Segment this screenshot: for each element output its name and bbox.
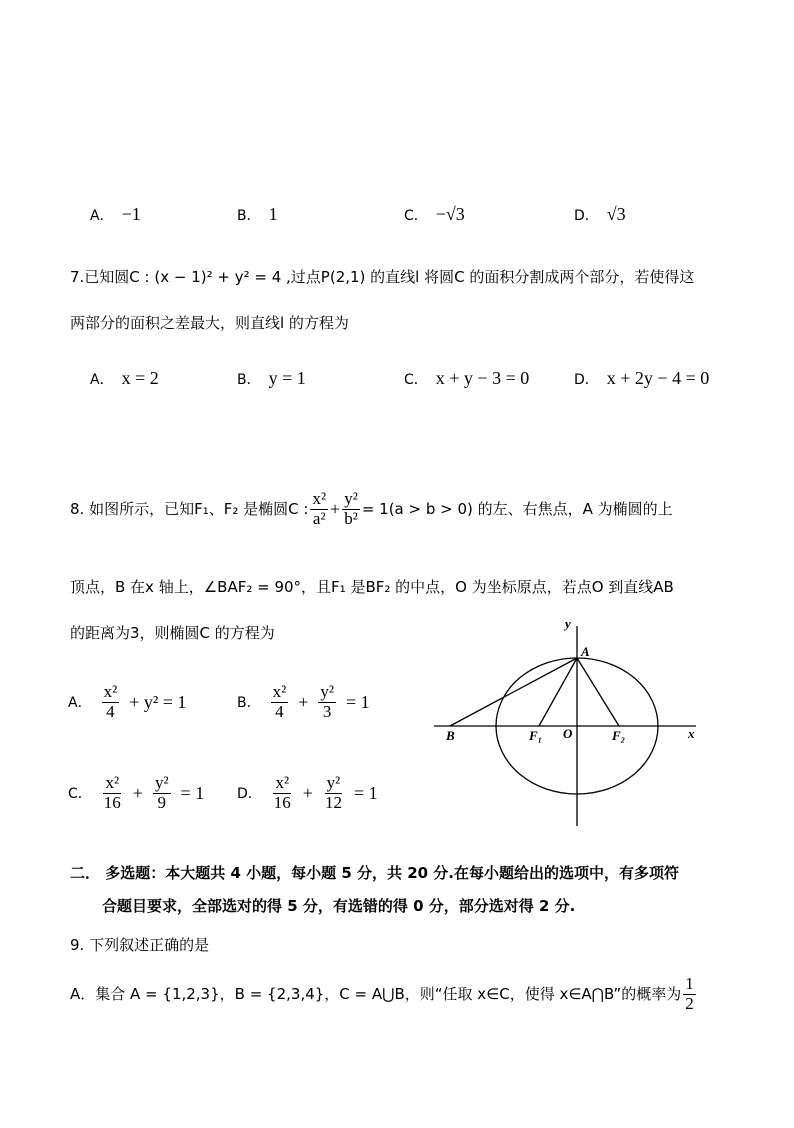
- q8-option-d: [237, 774, 378, 812]
- option-tail: = 1: [353, 782, 378, 803]
- numerator: y²: [344, 489, 358, 508]
- denominator: 16: [103, 792, 121, 812]
- section2-line2: 合题目要求，全部选对的得 5 分，有选错的得 0 分，部分选对得 2 分.: [102, 897, 576, 915]
- segment-af2: [577, 658, 619, 726]
- option-value: x + 2y − 4 = 0: [606, 368, 710, 388]
- label-o: O: [563, 726, 573, 741]
- q8-option-b: [237, 683, 370, 721]
- option-tail: = 1: [180, 782, 205, 803]
- option-tail: + y² = 1: [129, 691, 187, 712]
- q8-option-a: [68, 683, 186, 721]
- option-tail: = 1: [345, 691, 370, 712]
- denominator: 3: [322, 701, 332, 721]
- denominator: 4: [275, 701, 284, 721]
- q6-option-d: [574, 204, 626, 225]
- option-label: A．: [90, 371, 114, 388]
- label-x: x: [688, 726, 695, 741]
- numerator: y²: [326, 773, 341, 792]
- numerator: x²: [103, 682, 118, 701]
- option-label: A．: [90, 207, 114, 224]
- option-value: √3: [606, 204, 626, 224]
- option-label: D．: [237, 786, 262, 803]
- section2-line1: 二． 多选题：本大题共 4 小题，每小题 5 分，共 20 分.在每小题给出的选项中，有多项符: [70, 864, 680, 882]
- q6-option-a: [90, 204, 141, 225]
- option-label: C．: [68, 786, 92, 803]
- option-value: −1: [121, 204, 141, 224]
- plus-sign: +: [298, 691, 309, 712]
- denominator: 12: [324, 792, 342, 812]
- option-label: A．: [68, 695, 92, 712]
- q9-option-a-text: A．集合 A = {1,2,3}，B = {2,3,4}，C = A⋃B，则“任取 x∈C，使得 x∈A⋂B”的概率为: [70, 984, 682, 1003]
- label-a: A: [581, 644, 590, 659]
- q8-option-c: [68, 774, 204, 812]
- numerator: x²: [275, 773, 290, 792]
- label-b: B: [446, 728, 455, 743]
- q6-option-c: [404, 204, 465, 225]
- numerator: x²: [105, 773, 120, 792]
- fraction: [272, 774, 293, 812]
- denominator: b²: [344, 508, 358, 528]
- fraction: [102, 774, 123, 812]
- q7-option-b: [237, 368, 306, 389]
- q7-option-a: [90, 368, 159, 389]
- ellipse-figure: [420, 612, 710, 832]
- fraction: [342, 490, 360, 528]
- plus-sign: +: [132, 782, 143, 803]
- q8-line1-b: = 1(a > b > 0) 的左、右焦点，A 为椭圆的上: [361, 499, 673, 518]
- option-value: x = 2: [121, 368, 159, 388]
- q7-stem-line2: 两部分的面积之差最大，则直线l 的方程为: [70, 314, 349, 332]
- numerator: y²: [320, 682, 334, 701]
- numerator: 1: [685, 974, 694, 993]
- denominator: a²: [312, 508, 326, 528]
- option-label: C．: [404, 207, 428, 224]
- q9-stem: 9. 下列叙述正确的是: [70, 936, 210, 954]
- fraction: [271, 683, 289, 721]
- fraction: [310, 490, 328, 528]
- q8-stem-line3: 的距离为3，则椭圆C 的方程为: [70, 624, 275, 642]
- option-value: x + y − 3 = 0: [435, 368, 530, 388]
- denominator: 9: [157, 792, 166, 812]
- option-value: y = 1: [268, 368, 306, 388]
- numerator: x²: [312, 489, 327, 508]
- fraction: [102, 683, 120, 721]
- option-label: D．: [574, 371, 599, 388]
- plus-sign: +: [302, 782, 313, 803]
- fraction: [318, 683, 336, 721]
- q8-line1-a: 8. 如图所示，已知F₁、F₂ 是椭圆C :: [70, 499, 309, 518]
- option-label: D．: [574, 207, 599, 224]
- denominator: 4: [106, 701, 115, 721]
- label-f2: F₂: [612, 728, 626, 743]
- option-label: B．: [237, 695, 261, 712]
- label-y: y: [565, 616, 571, 631]
- option-value: −√3: [435, 204, 465, 224]
- option-label: B．: [237, 207, 261, 224]
- q7-option-c: [404, 368, 529, 389]
- denominator: 2: [685, 993, 694, 1013]
- fraction: [153, 774, 171, 812]
- q7-option-d: [574, 368, 709, 389]
- q6-option-b: [237, 204, 278, 225]
- q7-stem-line1: 7.已知圆C : (x − 1)² + y² = 4 ,过点P(2,1) 的直线l 将圆C 的面积分割成两个部分，若使得这: [70, 268, 695, 286]
- q8-stem-line2: 顶点，B 在x 轴上，∠BAF₂ = 90°，且F₁ 是BF₂ 的中点，O 为坐标原点，若点O 到直线AB: [70, 578, 674, 596]
- option-value: 1: [268, 204, 278, 224]
- numerator: y²: [154, 773, 169, 792]
- numerator: x²: [272, 682, 287, 701]
- fraction: [323, 774, 344, 812]
- label-f1: F₁: [529, 728, 543, 743]
- fraction: [683, 975, 696, 1013]
- denominator: 16: [273, 792, 291, 812]
- plus-sign: +: [330, 499, 341, 520]
- q8-stem-line1: [70, 490, 673, 528]
- option-label: C．: [404, 371, 428, 388]
- option-label: B．: [237, 371, 261, 388]
- q9-option-a: [70, 975, 698, 1013]
